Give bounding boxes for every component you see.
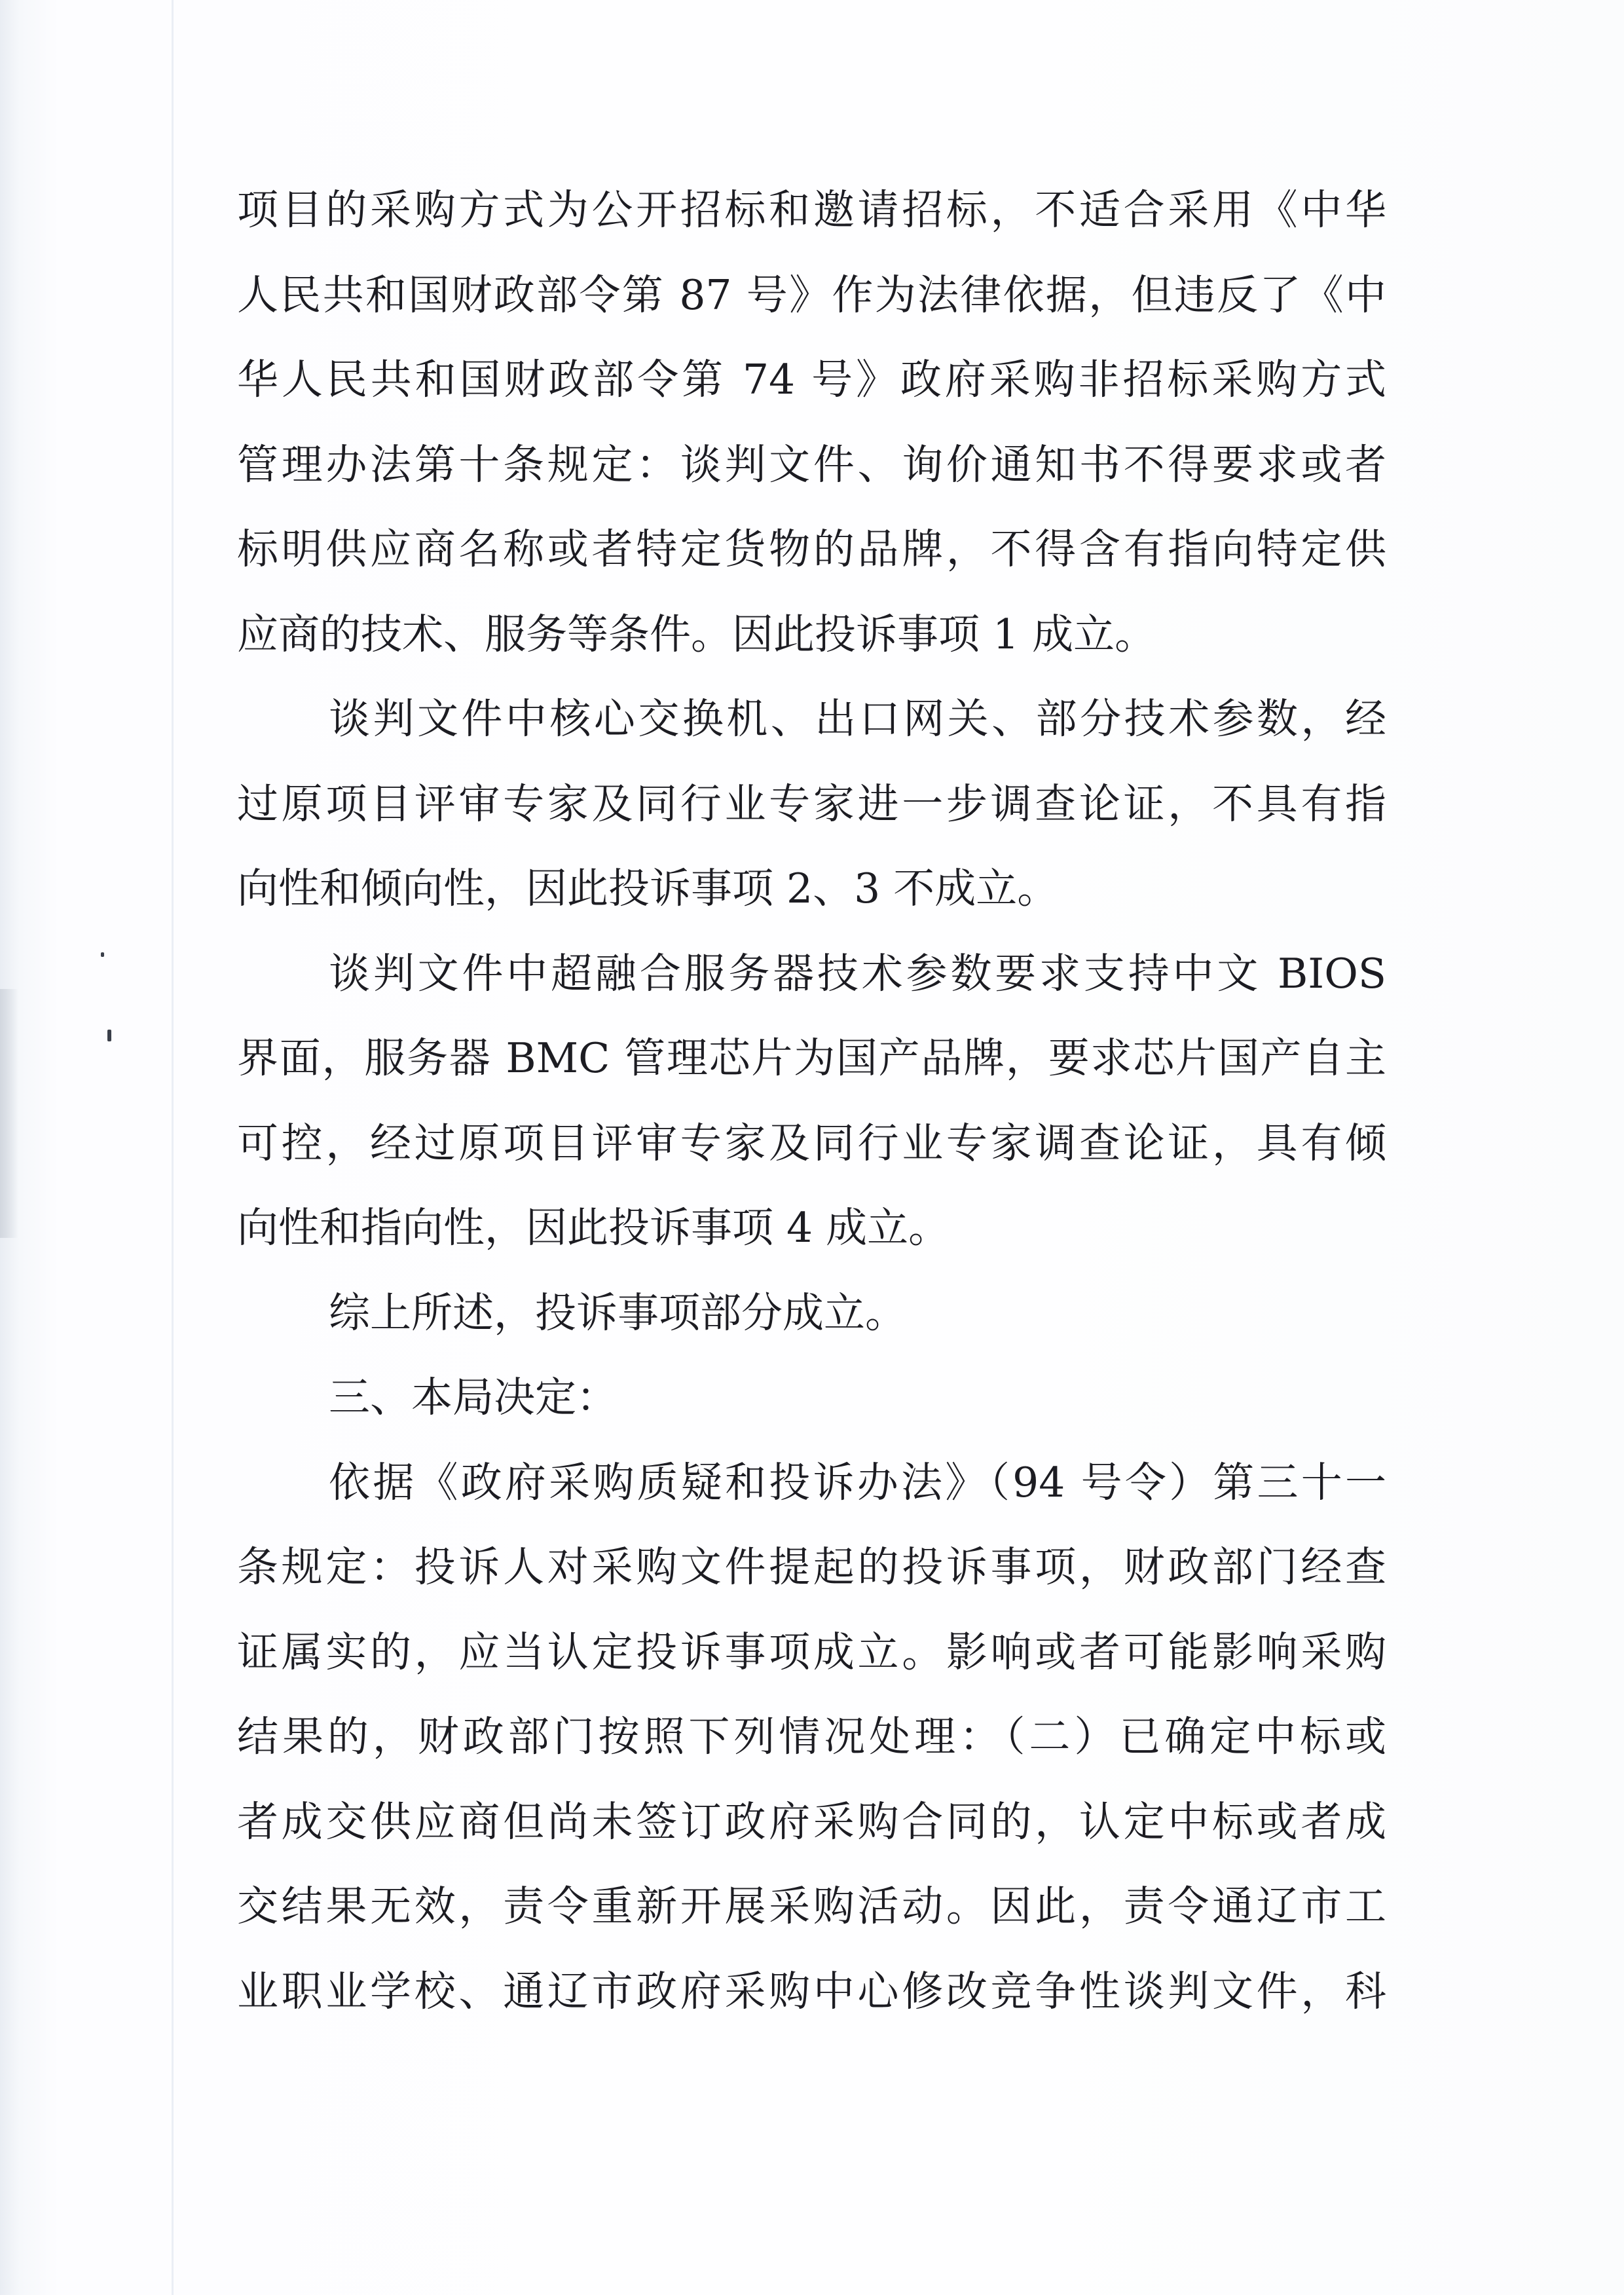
- text-line: 综上所述，投诉事项部分成立。: [329, 1288, 906, 1337]
- text-line: 证属实的，应当认定投诉事项成立。影响或者可能影响采购: [237, 1628, 1386, 1676]
- scan-speck: [107, 1030, 111, 1041]
- text-line: 交结果无效，责令重新开展采购活动。因此，责令通辽市工: [237, 1882, 1386, 1930]
- text-line: 标明供应商名称或者特定货物的品牌，不得含有指向特定供: [237, 525, 1386, 573]
- text-line: 向性和倾向性，因此投诉事项 2、3 不成立。: [237, 865, 1059, 912]
- text-line: 结果的，财政部门按照下列情况处理：（二）已确定中标或: [237, 1713, 1386, 1761]
- text-line: 管理办法第十条规定：谈判文件、询价通知书不得要求或者: [237, 440, 1386, 489]
- scan-speck: [101, 952, 104, 957]
- text-line: 条规定：投诉人对采购文件提起的投诉事项，财政部门经查: [237, 1543, 1386, 1591]
- document-body: [237, 186, 1386, 2055]
- text-line: 华人民共和国财政部令第 74 号》政府采购非招标采购方式: [237, 356, 1386, 403]
- section-heading: 三、本局决定：: [329, 1373, 618, 1421]
- text-line: 过原项目评审专家及同行业专家进一步调查论证，不具有指: [237, 779, 1386, 828]
- text-line: 谈判文件中核心交换机、出口网关、部分技术参数，经: [329, 695, 1386, 743]
- text-line: 界面，服务器 BMC 管理芯片为国产品牌，要求芯片国产自主: [237, 1034, 1386, 1082]
- text-line: 人民共和国财政部令第 87 号》作为法律依据，但违反了《中: [237, 271, 1386, 319]
- scan-border-line: [172, 0, 174, 2295]
- text-line: 可控，经过原项目评审专家及同行业专家调查论证，具有倾: [237, 1119, 1386, 1167]
- text-line: 项目的采购方式为公开招标和邀请招标，不适合采用《中华: [237, 186, 1386, 234]
- text-line: 向性和指向性，因此投诉事项 4 成立。: [237, 1204, 950, 1252]
- text-line: 业职业学校、通辽市政府采购中心修改竞争性谈判文件，科: [237, 1967, 1386, 2015]
- text-line: 谈判文件中超融合服务器技术参数要求支持中文 BIOS: [329, 949, 1386, 998]
- text-line: 依据《政府采购质疑和投诉办法》（94 号令）第三十一: [329, 1458, 1386, 1506]
- text-line: 应商的技术、服务等条件。因此投诉事项 1 成立。: [237, 610, 1156, 658]
- scan-shadow: [0, 989, 18, 1238]
- text-line: 者成交供应商但尚未签订政府采购合同的，认定中标或者成: [237, 1797, 1386, 1846]
